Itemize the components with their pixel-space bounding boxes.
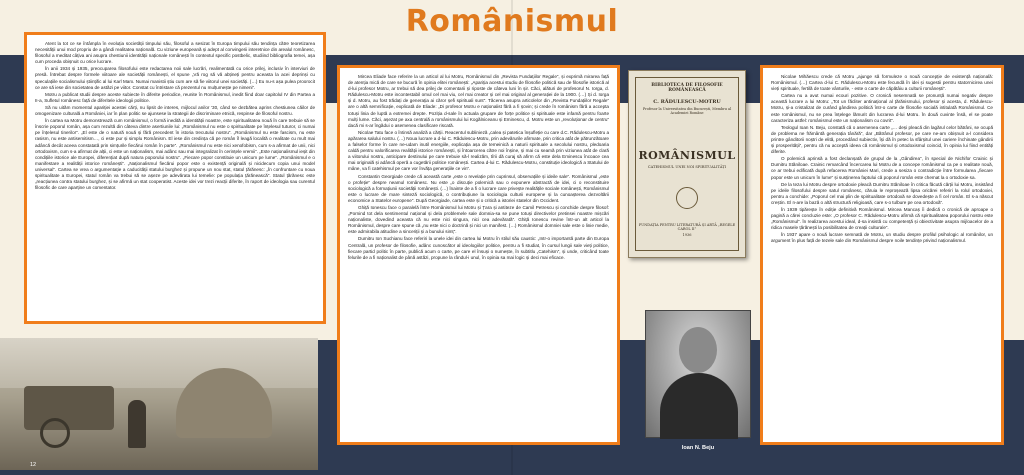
paragraph: Constantin Georgiade crede că această carte „este o revelație prin cuprinsul, observațiile și ideile sale”. Românismul „este o profeție” despre neamul românesc. Nu este „o discuție polemică sau o expunere abstractă de idei, ci o reconstituire sociologică a formațiunii societății românești. (…) Înainte de a fi o lucrare care privește realitățile sociale românești, Românismul este o lucrare de mare sinteză sociologică, o contribuțiune la sociologia culturii europene și la cunoașterea dezvoltării economice a Statelor europene”. După Georgiade, cartea este și o critică a istoriei statelor din Occident. — [348, 173, 609, 203]
village-sky — [0, 338, 318, 388]
book-title: ROMÂNISMUL — [638, 149, 736, 162]
portrait-body — [660, 373, 738, 439]
book-author: C. RĂDULESCU-MOTRU — [653, 99, 721, 105]
text-column-3 — [760, 65, 1004, 445]
paragraph: Ghiță Ionescu face o paralelă între Românismul lui Motru și Țara și antiteze de Camil Petrescu și conchide despre filosof: „Pornind tot dela sentimentul național și dela problemele sale domnia-sa se pune totuși directivelor pretinsei noastre mișcări naționaliste, dovedind aceasta că nu este nici singura, nici cea adevărată”. Ghiță Ionescu revine într-un alt articol la Românismul, despre care spune că „nu este nici o doctrină și nici un manifest. (…) Românismul domniei sale este o linie medie, este admirabila atitudine a sinceriții și a bunului simț”. — [348, 204, 609, 235]
paragraph: Nicolae Tatu face o întinsă analiză a cărții. Reacentul sublinieză „calea și patetica înșufleție cu care d.C. Rădulescu-Motru a apărarea salului nostru. (…) Noua lucrare a d-lui C. Rădulescu-Motru, prin adevărurile afirmate, prin critica atât de pătrunzătoare a falselor forme în care ne-udam inutil energiile, explicația așa de temeinică a naturii spirituale a secolului nostru, pledoaria caldă pentru valorificarea realității istorice românești, și întoarcerea către noi înșine, și mai cu seamă prin viziunea atât de clară a viitorului nostru, anticipare destinului pe care trebuie să-l realizăm, tîrii dă curaj să afirm că este dela Eminescu încoace cea mai originală și adâncă operă a cugetării politice românești. Cartea d-lui C. Rădulescu-Motru, constituție ideologică a Statului de mâne, va fi catehismul pe care vor învăța generațiile ce vin”. — [348, 129, 609, 172]
village-photo — [0, 336, 318, 470]
portrait-head — [679, 327, 717, 373]
paragraph: Să nu uităm momentul apariției acestei cărți, nu lipsit de interes, mijlocul anilor '30, când se dezbătea aprins chestiunea căilor de omogenizare culturală a României, iar în plan politic se ajunsese la strategii de discriminare etnică, respinse de filosoful nostru. — [35, 104, 315, 117]
paragraph: Atent la tot ce se întâmpla în evoluția societății timpului său, filosoful a sesizat în Europa timpului său tendința către teoretizarea necesității unui mod propriu de a gândi realitatea națională. Cu viziune europeană și adept al convingerii interetnice din arealul românesc, filosoful a meditat câțiva ani asupra chestiunii identității naționale românești în contextul specific postbelic, studiind bibliografia temei, așa cum proceda obișnuit cu orice lucrare. — [35, 41, 315, 65]
paragraph: Cartea nu a avut numai ecouri pozitive. O cronică nesemnată se pronunță numai negativ despre această lucrare a lui Motru: „Tot un făcliter antinațional al țărănismului, profesor și acesta, d. Rădulescu-Motru, și-a cristalizat de curând gândirea politică într-o carte de filosofie socială intitulată Românismul. Ce este românismul, nu se prea înțelege lămurit din lucrarea d-lui Motru. În două cuvinte însă, el se poate caracteriza astfel: românismul este un naționalism cu covrit”. — [771, 93, 993, 123]
book-emblem-icon — [676, 187, 698, 209]
paragraph: În anii 1934 și 1935, preocuparea filosofului este redactarea noii sale lucrări, realimentată cu orice prilej, inclusiv în interviuri de presă. Întrebat despre formele viitoare ale societății românești, el spune „Vă rog să vă abțineți pentru aceasta la acei deprinși cu speculațiile socialismului științific al lui Karl Marx. Numai manistii știu cum are să fie viitorul unei societăți. (…) Eu nu-s așa pulea proorocit ce are să iese din societatea de astăzi pe viitor. Constat cu întristare că prezentul nu mulțumește pe nimeni”. — [35, 66, 315, 90]
paragraph: Nicolae Mihăescu crede că Motru „ajunge să formuleze o nouă concepție de existență națională: Românismul. (…) Cartea d-lui C. Rădulescu-Motru este fecundă în idei și sugestii pentru statornicirea unei vieți spirituale, fertilă de toate vânturile, - este o carte de căpătâiu a culturii românești”. — [771, 74, 993, 92]
village-wheel — [40, 418, 70, 448]
village-cart — [24, 386, 114, 430]
book-subtitle: CATEHISMUL UNEI NOI SPIRITUALITĂȚI — [647, 165, 727, 169]
paragraph: În cartea sa Motru demonstrează cum românismul, o formă inedită a identității noastre, este spiritualitatea nouă în care trebuie să se înscrie poporul român, așa cum rezultă din câteva dintre asertiunile lui: „Românismul nu este o spiritualitate pe înțelesul tuturor, ci numai pe înțelesul tinerilor”. „El este de o natură nouă și fără precedent în istoria trecutului nostru”. „Românismul nu este fascism, nu este rasism, nu este antisemitism…, ci este pur și simplu Românism. El iese din credința că pe român îl leagă localită o realitate cu mult mai adâncă decât aceea constatată prin simțurile fiecărui român în parte”. „Românismul nu este nici xenofobism, cum s-a afirmat de unii, nici ortodoxism, cum s-a afirmat de alții, ci este un naționalism, mai adânc sau mai integralizat în cerințele vremii”. „Este naționalismul ieșit din condițiile istorice ale Europei, diferențiat după natura poporului nostru”. „Fiecare popor constituie un unicum pe lume”. „Românismul e o manifestare a realității istorice românești”. „Naționalismul fiecărui popor este o existență originală și nicidecum copia unui model universal”. Cartea se vrea o argumentație a caducității statului burghez și propune un nou stat, statul țărănesc: „În confruntare cu noua spiritualitate a Europei, statul român va trebui să se așeze pe adevărata lui temelie: pe populația țărănească”. Statul țărănesc este „reacțiunea contra statului burghez, și se afirmă un stat cooperatist. Aceste idei vor trezi reacții diferite, în raport de ideologia sau curentul filosofic de care aparține un comentator. — [35, 118, 315, 191]
text-column-2 — [337, 65, 620, 445]
book-series: BIBLIOTECA DE FILOSOFIE ROMÂNEASCĂ — [651, 83, 723, 93]
portrait-photo — [645, 310, 751, 438]
paragraph: În 1939 tipărește în ediție definitivă Românismul. Mircea Mancaș îi dedică o cronică de aproape o pagină a cărei concluzie este: „O profesor C. Rădulescu-Motru afirmă că spiritualitatea poporului nostru este „Românismul”. În realizarea acestui ideal, d-sa insistă cu competență și obiectivitate asupra mijloacelor de a ridica masele țărănești la posibilitatea de creații culturale”. — [771, 206, 993, 231]
portrait-caption: Ioan N. Beju — [681, 445, 715, 451]
text-column-1 — [24, 32, 326, 324]
page-title: Românismul — [405, 4, 619, 39]
book-author-meta: Profesor la Universitatea din București, Membru al Academiei Române — [642, 107, 732, 115]
paragraph: De la teza lui Motru despre ortodoxie pleacă Dumitru Stăniloae în critica făcută cărții lui Motru, insistând pe ideile filosofului despre satul românesc, căruia le reproșează lipsa oricărei referiri la rolul ortodoxiei, pentru a conchide: „Poporul cel mai plin de spiritualitate ortodoxă se dovedește a fi cel român. El s-a născut creștin. El n-are la bază o altă structură religioasă, care s-o tulbure pe cea ortodoxă”. — [771, 181, 993, 205]
book-publisher: FUNDAȚIA PENTRU LITERATURĂ ȘI ARTĂ „REGELE CAROL II” — [638, 223, 736, 231]
book-cover — [635, 77, 739, 251]
paragraph: O polemică aprinsă a fost declanșată de grupul de la „Gândirea”, în special de Nichifor Crainic și Dumitru Stăniloae. Crainic remarcând încercarea lui Motru de a concepe românismul ca pe o realitate nouă, ce ar trebui edificată după refacerea României Mari, crede a sesiza o contradicție între formularea „fiecare popor este un unicum în lume” și susținerea faptului că poporul român este chemat la o ortodoxie sa. — [771, 156, 993, 180]
paragraph: Teologul Ioan N. Beju, constată că o asemenea carte „… deși pleacă din lagărul celor bătrâni, se ocupă de problema ne frământă generația tânără”, dar „Bătrânul profesor, pe care ne-am obișnuit a-l considera printre gânditorii noștri de elită, procedând subiectiv, își dă în petec la sfârșitul unei cariere închinate gândirii și prosperității”, pentru că nu acceptă ideea că românismul și ortodoxismul coincid, în opinia lui fiind entități diferite. — [771, 124, 993, 155]
paragraph: Dumitru Ion Suchianu face referiri la unele idei din cartea lui Motru în stilul său caustic: „Intr-o importantă parte din Europa Centrală, un profesor de filosofie, adânc cunoscător al ideologiilor politice, pentru a fi studiat, în cursul lungii sale vieți politice, fiecare partid politic în parte, publică acum o carte, pe care el însuși o numește, în subtitlu „Catehism”, și unde, criticând toate felurile de a fi naționalist de până astăzi, propune la rândul-i unul, în opinia sa mai logic și deci mai eficace. — [348, 236, 609, 260]
book-cover-photo — [628, 70, 746, 258]
book-year: 1936 — [682, 233, 692, 237]
paragraph: În 1937 apare o nouă lucrare semnată de Motru, un studiu despre profilul psihologic al românilor, un argument în plus față de tezele sale din Românismul despre noile tendințe privind naționalismul. — [771, 232, 993, 244]
paragraph: Motru a publicat studii despre aceste subiecte în diferite periodice, reunite în Românismul, inedit fiind doar capitolul IV din Partea a II-a, Sufletul românesc față de diferitele ideologii politice. — [35, 91, 315, 103]
paragraph: Mircea Eliade face referire la un articol al lui Motru, Românismul din „Revista Fundațiilor Regale”, și exprimă mirarea față de atenția mică de care se bucură în opinia elitei românești: „Apariția acestui studiu de filosofie politică sau de filosofie istorică al d-lui profesor Motru, ar trebui să dea prilej de comentarii și riposte de câteva luni în șir. Căci, alături de profesorul N. Iorga, d. Rădulescu-Motru este incontestabil omul cel mai viu, cel mai creator și cel mai original al generației de la 1900. (…) Și d. Iorga și d. Motru, au fost trădați de generația ai căror șefi spirituali sunt”. Tăcerea asupra articolelor din „Revista Fundațiilor Regale” are o altă semnificație, explicată de Eliade: „Di profesor Motru e naționalist fără a fi șovin; și crede în românism fără a accepta totuși linia de luptă a extremei drepte. Poziția d-sale în actuala grupare de forțe politice și spirituale este infamă pentru foarte mulți lume. Căci, așezat pe axa centrală a românismului lui Kogălniceanu și Eminescu, d. Motru este un „revoluționar de centru” dacă mi s-ar îngădui o asemenea clasificare riscată. — [348, 74, 609, 128]
page-number: 12 — [30, 462, 37, 468]
village-figure — [128, 400, 146, 448]
